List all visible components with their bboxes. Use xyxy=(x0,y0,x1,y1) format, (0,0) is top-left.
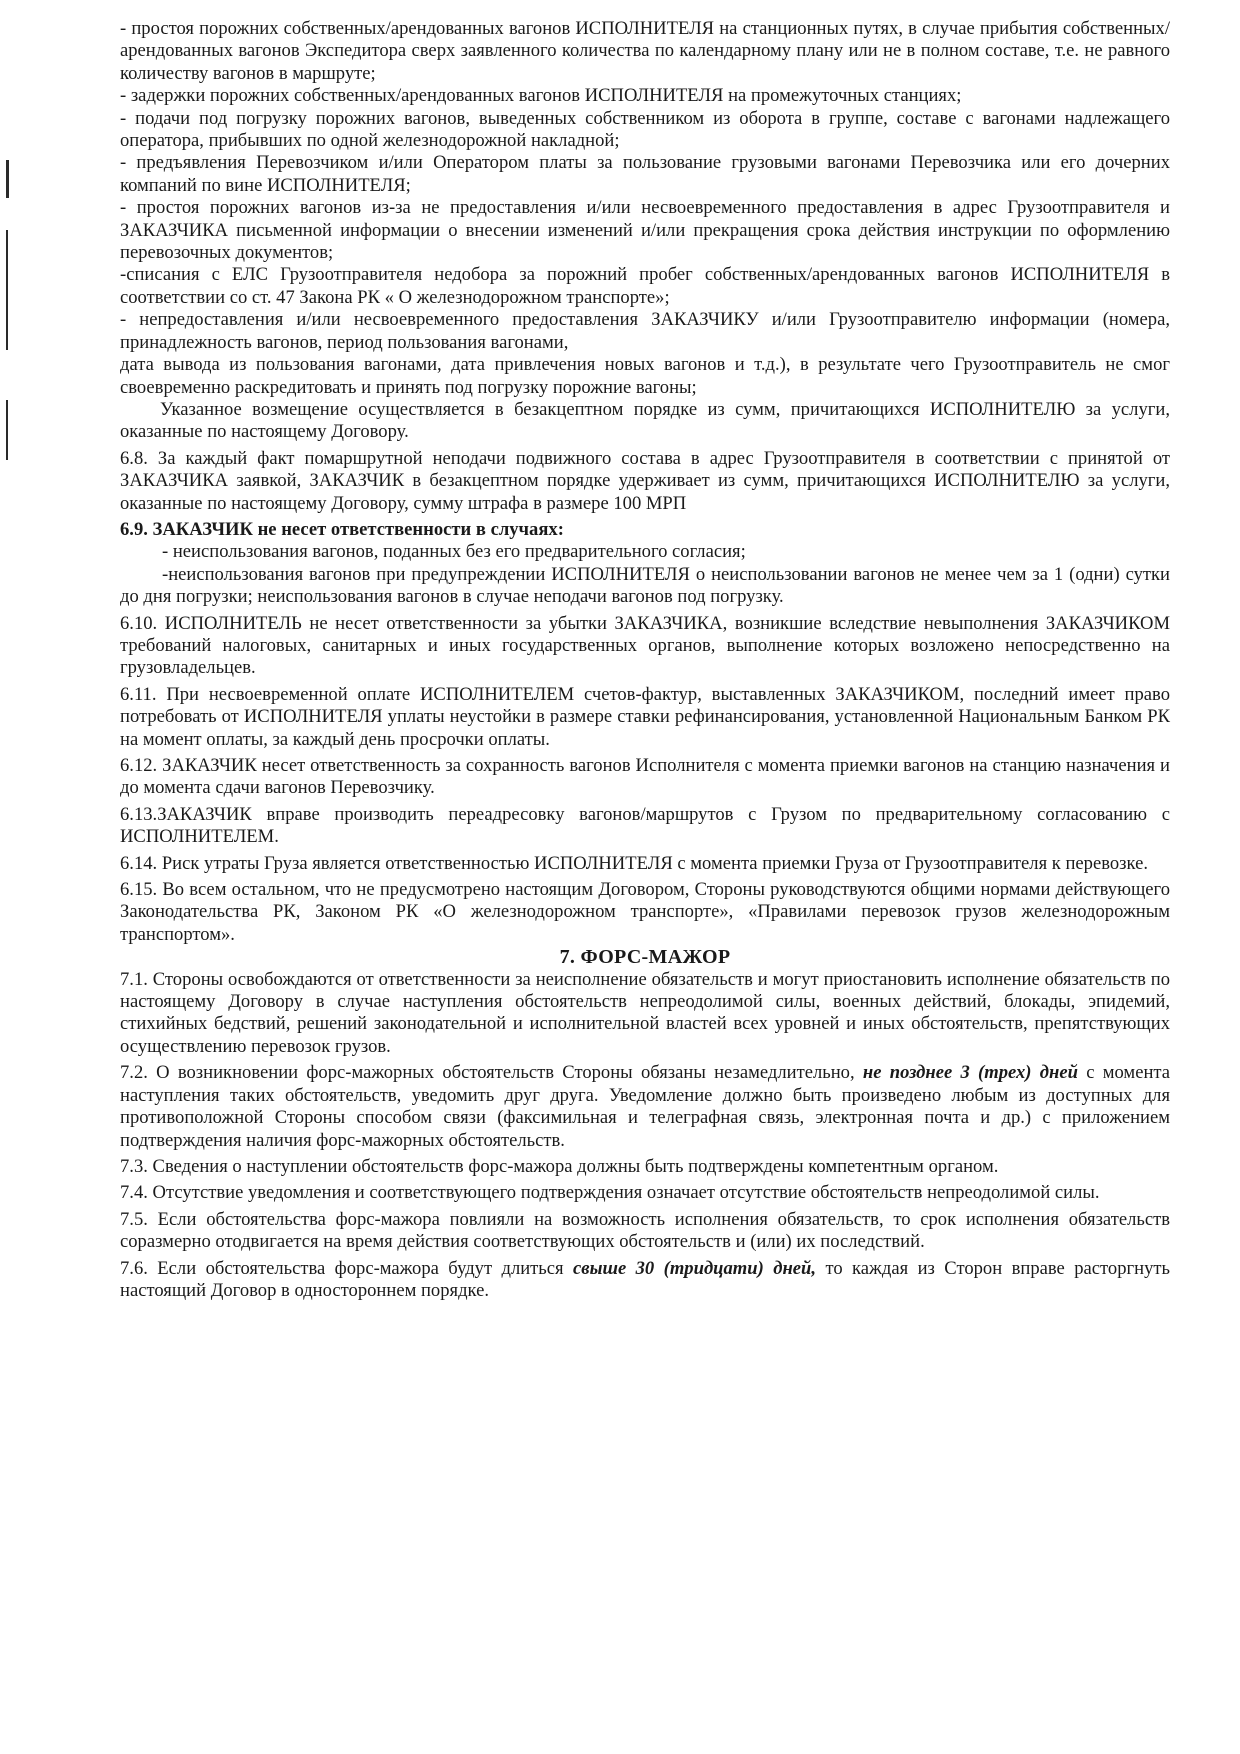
scan-edge-mark xyxy=(6,160,9,198)
clause-text: то каждая из Сторон вправе расторгнуть настоящий Договор в одностороннем порядке. xyxy=(120,1257,1170,1301)
scan-edge-mark xyxy=(6,400,8,460)
document-page xyxy=(120,18,1170,1302)
paragraph: Указанное возмещение осуществляется в безакцептном порядке из сумм, причитающихся ИСПОЛНИТЕЛЮ за услуги, оказанные по настоящему Договору. xyxy=(120,398,1170,443)
clause-7-1: 7.1. Стороны освобождаются от ответственности за неисполнение обязательств и могут приостановить исполнение обязательств по настоящему Договору в случае наступления обстоятельств непреодолимой силы, военных действий, блокады, эпидемий, стихийных бедствий, решений законодательной и исполнительной властей всех уровней и иных обстоятельств, препятствующих осуществлению перевозок грузов. xyxy=(120,968,1170,1057)
list-item: -неиспользования вагонов при предупреждении ИСПОЛНИТЕЛЯ о неиспользовании вагонов не менее чем за 1 (одни) сутки до дня погрузки; неиспользования вагонов в случае неподачи вагонов под погрузку. xyxy=(120,563,1170,608)
clause-6-14: 6.14. Риск утраты Груза является ответственностью ИСПОЛНИТЕЛЯ с момента приемки Груза от Грузоотправителя к перевозке. xyxy=(120,852,1148,874)
clause-7-3: 7.3. Сведения о наступлении обстоятельств форс-мажора должны быть подтверждены компетентным органом. xyxy=(120,1155,999,1177)
section-title: 7. ФОРС-МАЖОР xyxy=(559,946,731,969)
paragraph: - задержки порожних собственных/арендованных вагонов ИСПОЛНИТЕЛЯ на промежуточных станциях; xyxy=(120,85,962,107)
paragraph: дата вывода из пользования вагонами, дата привлечения новых вагонов и т.д.), в результате чего Грузоотправитель не смог своевременно раскредитовать и принять под погрузку порожние вагоны; xyxy=(120,354,1170,398)
clause-6-15: 6.15. Во всем остальном, что не предусмотрено настоящим Договором, Стороны руководствуются общими нормами действующего Законодательства РК, Законом РК «О железнодорожном транспорте», «Правилами перевозок грузов железнодорожным транспортом». xyxy=(120,879,1170,945)
clause-6-11: 6.11. При несвоевременной оплате ИСПОЛНИТЕЛЕМ счетов-фактур, выставленных ЗАКАЗЧИКОМ, последний имеет право потребовать от ИСПОЛНИТЕЛЯ уплаты неустойки в размере ставки рефинансирования, установленной Национальным Банком РК на момент оплаты, за каждый день просрочки оплаты. xyxy=(120,683,1170,750)
clause-text: 7.6. Если обстоятельства форс-мажора будут длиться xyxy=(120,1257,574,1279)
clause-7-5: 7.5. Если обстоятельства форс-мажора повлияли на возможность исполнения обязательств, то срок исполнения обязательств соразмерно отодвигается на время действия соответствующих обстоятельств и (или) их последствий. xyxy=(120,1208,1170,1253)
scan-edge-mark xyxy=(6,230,8,350)
paragraph: -списания с ЕЛС Грузоотправителя недобора за порожний пробег собственных/арендованных вагонов ИСПОЛНИТЕЛЯ в соответствии со ст. 47 Закона РК « О железнодорожном транспорте»; xyxy=(120,264,1170,308)
emphasis-text: не позднее 3 (трех) дней xyxy=(862,1062,1078,1084)
clause-7-2 xyxy=(120,1062,1170,1152)
clause-6-12: 6.12. ЗАКАЗЧИК несет ответственность за сохранность вагонов Исполнителя с момента приемки вагонов на станцию назначения и до момента сдачи вагонов Перевозчику. xyxy=(120,755,1170,799)
clause-6-10: 6.10. ИСПОЛНИТЕЛЬ не несет ответственности за убытки ЗАКАЗЧИКА, возникшие вследствие невыполнения ЗАКАЗЧИКОМ требований налоговых, санитарных и иных государственных органов, выполнение которых возложено непосредственно на грузовладельцев. xyxy=(120,612,1170,679)
clause-7-4: 7.4. Отсутствие уведомления и соответствующего подтверждения означает отсутствие обстоятельств непреодолимой силы. xyxy=(120,1182,1100,1204)
paragraph: - предъявления Перевозчиком и/или Оператором платы за пользование грузовыми вагонами Перевозчика или его дочерних компаний по вине ИСПОЛНИТЕЛЯ; xyxy=(120,152,1170,196)
paragraph: - простоя порожних собственных/арендованных вагонов ИСПОЛНИТЕЛЯ на станционных путях, в случае прибытия собственных/арендованных вагонов Экспедитора сверх заявленного количества по календарному плану или не в полном составе, т.е. не равного количеству вагонов в маршруте; xyxy=(120,18,1170,84)
clause-text: с момента наступления таких обстоятельств, уведомить друг друга. Уведомление должно быть произведено любым из доступных для противоположной Стороны способом связи (факсимильная и телеграфная связь, электронная почта и др.) с приложением подтверждения наличия форс-мажорных обстоятельств. xyxy=(120,1062,1171,1151)
emphasis-text: свыше 30 (тридцати) дней, xyxy=(573,1257,817,1279)
clause-7-6 xyxy=(120,1258,1170,1303)
clause-6-9-heading: 6.9. ЗАКАЗЧИК не несет ответственности в случаях: xyxy=(120,518,564,540)
clause-6-13: 6.13.ЗАКАЗЧИК вправе производить переадресовку вагонов/маршрутов с Грузом по предварительному согласованию с ИСПОЛНИТЕЛЕМ. xyxy=(120,803,1170,848)
paragraph: - подачи под погрузку порожних вагонов, выведенных собственником из оборота в группе, составе с вагонами надлежащего оператора, прибывших по одной железнодорожной накладной; xyxy=(120,107,1170,152)
paragraph: - простоя порожних вагонов из-за не предоставления и/или несвоевременного предоставления в адрес Грузоотправителя и ЗАКАЗЧИКА письменной информации о внесении изменений и/или прекращения срока действия инструкции по оформлению перевозочных документов; xyxy=(120,197,1170,264)
clause-6-8: 6.8. За каждый факт помаршрутной неподачи подвижного состава в адрес Грузоотправителя в соответствии с принятой от ЗАКАЗЧИКА заявкой, ЗАКАЗЧИК в безакцептном порядке удерживает из сумм, причитающихся ИСПОЛНИТЕЛЮ за услуги, оказанные по настоящему Договору, сумму штрафа в размере 100 МРП xyxy=(120,447,1170,514)
list-item: - неиспользования вагонов, поданных без его предварительного согласия; xyxy=(162,541,746,563)
clause-text: 7.2. О возникновении форс-мажорных обстоятельств Стороны обязаны незамедлительно, xyxy=(120,1062,863,1084)
paragraph: - непредоставления и/или несвоевременного предоставления ЗАКАЗЧИКУ и/или Грузоотправителю информации (номера, принадлежность вагонов, период пользования вагонами, xyxy=(120,309,1170,353)
